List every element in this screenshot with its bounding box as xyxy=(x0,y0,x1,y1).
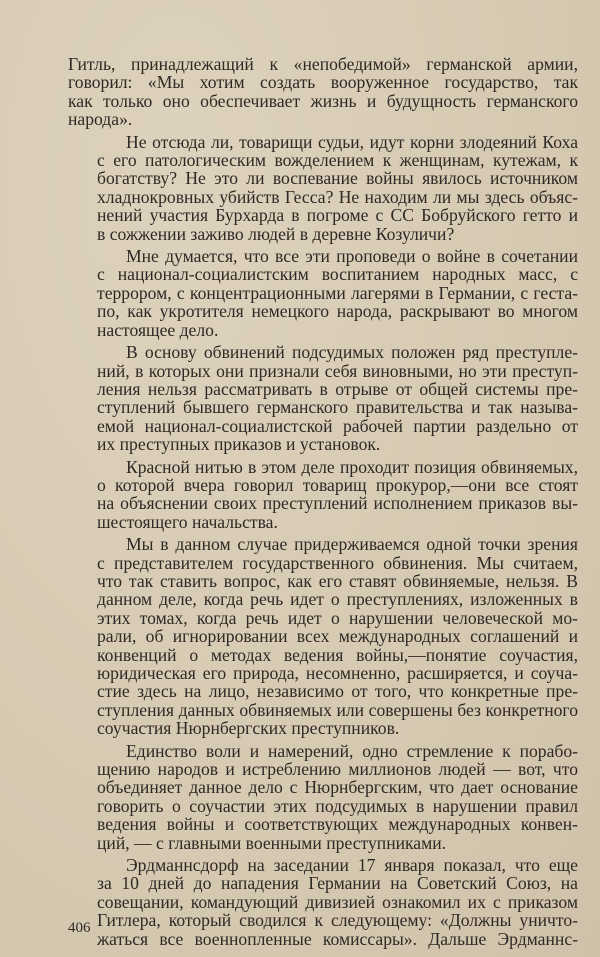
text-line: богатству? Не это ли воспевание войны явилось источником xyxy=(97,168,578,189)
text-line: народа». xyxy=(68,109,133,130)
text-line: их преступных приказов и установок. xyxy=(97,434,381,455)
text-line: шестоящего начальства. xyxy=(97,511,278,532)
text-line: с национал-социалистским воспитанием народных масс, с xyxy=(97,264,578,285)
text-line: жаться все военнопленные комиссары». Дальше Эрдманнс- xyxy=(97,928,578,949)
text-line: настоящее дело. xyxy=(97,319,219,340)
text-line: щению народов и истреблению миллионов людей — вот, что xyxy=(97,759,578,780)
text-line: стие здесь на лицо, независимо от того, что конкретные пре- xyxy=(97,681,578,702)
paragraph xyxy=(68,535,578,737)
page-body xyxy=(68,55,578,952)
text-line: конвенций о методах ведения войны,—понятие соучастия, xyxy=(97,644,578,665)
paragraph xyxy=(68,742,578,852)
text-line: объединяет данное дело с Нюрнбергским, что дает основание xyxy=(97,777,578,798)
paragraph xyxy=(68,856,578,948)
text-line: емой национал-социалистской рабочей партии раздельно от xyxy=(97,415,578,436)
text-line: Не отсюда ли, товарищи судьи, идут корни злодеяний Коха xyxy=(126,131,578,152)
text-line: за 10 дней до нападения Германии на Советский Союз, на xyxy=(97,873,578,894)
text-line: Мы в данном случае придерживаемся одной точки зрения xyxy=(126,534,578,555)
text-line: рали, об игнорировании всех международных соглашений и xyxy=(97,626,578,647)
text-line: Мне думается, что все эти проповеди о войне в сочетании xyxy=(126,246,578,267)
paragraph xyxy=(68,343,578,453)
text-line: ступлений бывшего германского правительства и так называ- xyxy=(97,397,578,418)
text-line: ления нельзя рассматривать в отрыве от общей системы пре- xyxy=(97,378,578,399)
text-line: о которой вчера говорил товарищ прокурор,—они все стоят xyxy=(97,474,578,495)
text-line: совещании, командующий дивизией ознакомил их с приказом xyxy=(97,891,578,912)
text-line: говорил: «Мы хотим создать вооруженное государство, так xyxy=(68,72,578,93)
text-line: этих томах, когда речь идет о нарушении человеческой мо- xyxy=(97,607,578,628)
text-line: Единство воли и намерений, одно стремление к порабо- xyxy=(126,740,578,761)
paragraph xyxy=(68,458,578,532)
text-line: нений участия Бурхарда в погроме с СС Бобруйского гетто и xyxy=(97,205,578,226)
text-line: с представителем государственного обвинения. Мы считаем, xyxy=(97,552,578,573)
page-number: 406 xyxy=(68,920,91,936)
text-line: террором, с концентрационными лагерями в Германии, с геста- xyxy=(97,282,578,303)
text-line: соучастия Нюрнбергских преступников. xyxy=(97,718,400,739)
text-line: ций, — с главными военными преступниками. xyxy=(97,832,447,853)
text-line: Гитль, принадлежащий к «непобедимой» германской армии, xyxy=(68,54,578,74)
paragraph xyxy=(68,133,578,243)
text-line: по, как укротителя немецкого народа, раскрывают во многом xyxy=(97,301,578,322)
text-line: говорить о соучастии этих подсудимых в нарушении правил xyxy=(97,795,578,816)
text-line: Эрдманнсдорф на заседании 17 января показал, что еще xyxy=(126,855,578,876)
text-line: В основу обвинений подсудимых положен ряд преступле- xyxy=(126,342,578,363)
text-line: Красной нитью в этом деле проходит позиция обвиняемых, xyxy=(126,456,578,477)
paragraph xyxy=(68,247,578,339)
text-line: хладнокровных убийств Гесса? Не находим ли мы здесь объяс- xyxy=(97,186,578,207)
text-line: Гитлера, который сводился к следующему: «Должны уничто- xyxy=(97,910,578,931)
text-line: в сожжении заживо людей в деревне Козуличи? xyxy=(97,223,455,244)
text-line: на объяснении своих преступлений исполнением приказов вы- xyxy=(97,493,578,514)
text-line: что так ставить вопрос, как его ставят обвиняемые, нельзя. В xyxy=(97,570,578,591)
text-line: ведения войны и соответствующих международных конвен- xyxy=(97,814,578,835)
text-line: ступления данных обвиняемых или совершены без конкретного xyxy=(97,699,578,720)
text-line: юридическая его природа, несомненно, расширяется, и соуча- xyxy=(97,663,578,683)
text-line: данном деле, когда речь идет о преступлениях, изложенных в xyxy=(97,589,578,610)
text-line: с его патологическим вожделением к женщинам, кутежам, к xyxy=(97,150,578,171)
text-line: как только оно обеспечивает жизнь и будущность германского xyxy=(68,90,578,111)
paragraph xyxy=(68,55,578,129)
text-line: ний, в которых они признали себя виновными, но эти преступ- xyxy=(97,360,578,381)
